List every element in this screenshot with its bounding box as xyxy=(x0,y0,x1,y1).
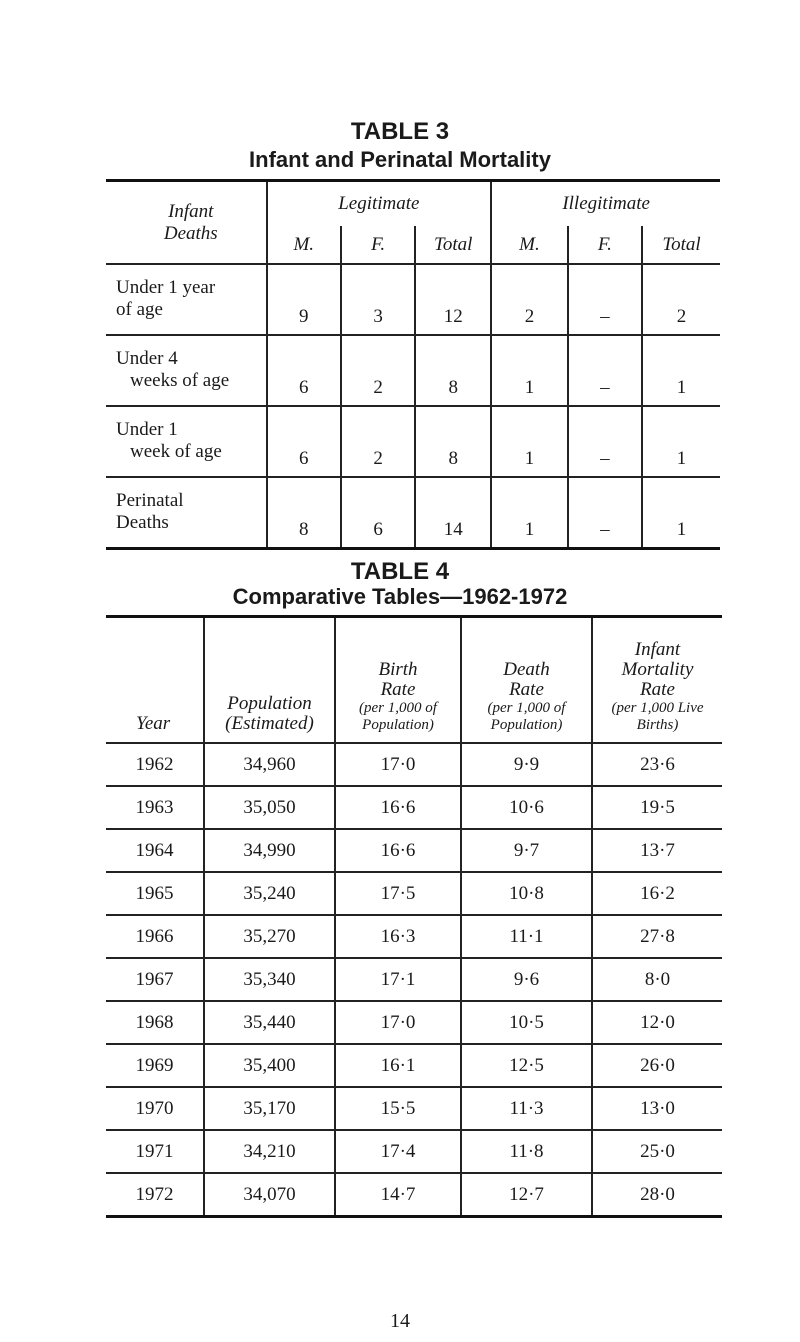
cell-death: 9·7 xyxy=(461,829,592,872)
cell-population: 35,270 xyxy=(204,915,335,958)
header-infant-line2: Mortality xyxy=(621,659,694,680)
cell-year: 1965 xyxy=(106,872,204,915)
cell: 8 xyxy=(267,477,341,549)
subheader-m: M. xyxy=(267,226,341,264)
header-death-rate xyxy=(461,617,592,744)
cell-population: 34,960 xyxy=(204,743,335,786)
table3-title: TABLE 3 xyxy=(350,118,450,145)
cell-year: 1970 xyxy=(106,1087,204,1130)
cell-year: 1971 xyxy=(106,1130,204,1173)
header-infant-line4: (per 1,000 Live xyxy=(611,700,704,716)
cell-year: 1964 xyxy=(106,829,204,872)
table4-subtitle: Comparative Tables—1962-1972 xyxy=(232,584,568,609)
table-row xyxy=(106,829,722,872)
cell-birth: 17·4 xyxy=(335,1130,461,1173)
cell-year: 1972 xyxy=(106,1173,204,1217)
cell-year: 1968 xyxy=(106,1001,204,1044)
cell-death: 10·5 xyxy=(461,1001,592,1044)
table-row xyxy=(106,786,722,829)
cell-infant: 13·0 xyxy=(592,1087,722,1130)
table-row xyxy=(106,1173,722,1217)
cell: 2 xyxy=(642,264,720,335)
cell-infant: 13·7 xyxy=(592,829,722,872)
header-birth-line2: Rate xyxy=(380,679,416,700)
cell-population: 35,170 xyxy=(204,1087,335,1130)
cell-infant: 16·2 xyxy=(592,872,722,915)
cell-infant: 26·0 xyxy=(592,1044,722,1087)
cell: – xyxy=(568,406,642,477)
cell: 6 xyxy=(341,477,415,549)
row-label xyxy=(106,335,267,406)
header-infant-line3: Rate xyxy=(640,679,675,700)
cell-infant: 27·8 xyxy=(592,915,722,958)
row-label-line1: Under 4 xyxy=(116,347,178,369)
table-row xyxy=(106,264,720,335)
table3-row-header xyxy=(106,181,267,265)
cell-death: 11·3 xyxy=(461,1087,592,1130)
cell-population: 35,440 xyxy=(204,1001,335,1044)
cell: – xyxy=(568,264,642,335)
table-row xyxy=(106,1001,722,1044)
row-label xyxy=(106,406,267,477)
cell: 1 xyxy=(642,406,720,477)
subheader-total: Total xyxy=(415,226,491,264)
cell-birth: 17·5 xyxy=(335,872,461,915)
cell-infant: 25·0 xyxy=(592,1130,722,1173)
header-death-line4: Population) xyxy=(490,717,563,733)
row-label xyxy=(106,264,267,335)
header-death-line1: Death xyxy=(503,659,550,680)
table3-subtitle: Infant and Perinatal Mortality xyxy=(249,147,551,172)
table-row xyxy=(106,1044,722,1087)
header-year: Year xyxy=(136,713,171,734)
row-label xyxy=(106,477,267,549)
page-number: 14 xyxy=(390,1310,410,1332)
cell-death: 10·8 xyxy=(461,872,592,915)
cell-birth: 17·0 xyxy=(335,743,461,786)
table3 xyxy=(106,179,720,550)
cell: 8 xyxy=(415,406,491,477)
cell: 3 xyxy=(341,264,415,335)
cell-birth: 16·6 xyxy=(335,786,461,829)
cell-infant: 23·6 xyxy=(592,743,722,786)
subheader-total: Total xyxy=(642,226,720,264)
table-row xyxy=(106,872,722,915)
row-label-line2: week of age xyxy=(130,440,222,462)
cell-year: 1967 xyxy=(106,958,204,1001)
cell-population: 35,240 xyxy=(204,872,335,915)
cell-infant: 19·5 xyxy=(592,786,722,829)
header-death-line2: Rate xyxy=(509,679,544,700)
header-infant-line5: Births) xyxy=(636,717,679,733)
cell: 1 xyxy=(642,477,720,549)
subheader-m: M. xyxy=(491,226,567,264)
table-row xyxy=(106,477,720,549)
cell-year: 1963 xyxy=(106,786,204,829)
header-infant-mortality xyxy=(592,617,722,744)
cell: 6 xyxy=(267,335,341,406)
group-legitimate: Legitimate xyxy=(267,181,492,227)
cell-birth: 15·5 xyxy=(335,1087,461,1130)
cell: 2 xyxy=(341,335,415,406)
row-header-line1: Infant xyxy=(168,200,214,222)
cell: 12 xyxy=(415,264,491,335)
cell-year: 1962 xyxy=(106,743,204,786)
table-row xyxy=(106,406,720,477)
cell: – xyxy=(568,335,642,406)
cell: – xyxy=(568,477,642,549)
cell: 2 xyxy=(491,264,567,335)
table-row xyxy=(106,958,722,1001)
cell: 9 xyxy=(267,264,341,335)
row-label-line2: Deaths xyxy=(116,511,169,533)
cell-death: 11·1 xyxy=(461,915,592,958)
cell: 6 xyxy=(267,406,341,477)
cell-death: 10·6 xyxy=(461,786,592,829)
subheader-f: F. xyxy=(568,226,642,264)
header-birth-line4: Population) xyxy=(362,717,434,733)
group-illegitimate: Illegitimate xyxy=(491,181,720,227)
header-infant-line1: Infant xyxy=(634,639,681,660)
table4-title: TABLE 4 xyxy=(350,558,450,585)
cell-birth: 17·0 xyxy=(335,1001,461,1044)
row-label-line1: Perinatal xyxy=(116,489,184,511)
cell-population: 34,210 xyxy=(204,1130,335,1173)
header-birth-line3: (per 1,000 of xyxy=(359,700,437,716)
cell: 1 xyxy=(491,335,567,406)
table4-header-row xyxy=(106,617,722,744)
cell: 14 xyxy=(415,477,491,549)
cell: 1 xyxy=(491,406,567,477)
cell-population: 34,070 xyxy=(204,1173,335,1217)
cell-population: 35,340 xyxy=(204,958,335,1001)
cell-death: 11·8 xyxy=(461,1130,592,1173)
subheader-f: F. xyxy=(341,226,415,264)
cell-infant: 28·0 xyxy=(592,1173,722,1217)
table-row xyxy=(106,915,722,958)
cell-birth: 16·3 xyxy=(335,915,461,958)
cell: 8 xyxy=(415,335,491,406)
cell-population: 35,050 xyxy=(204,786,335,829)
header-population-line2: (Estimated) xyxy=(225,713,314,734)
cell-death: 9·9 xyxy=(461,743,592,786)
cell-death: 12·5 xyxy=(461,1044,592,1087)
cell: 1 xyxy=(642,335,720,406)
cell-birth: 16·1 xyxy=(335,1044,461,1087)
cell-birth: 17·1 xyxy=(335,958,461,1001)
cell-population: 34,990 xyxy=(204,829,335,872)
header-birth-rate xyxy=(335,617,461,744)
cell-infant: 8·0 xyxy=(592,958,722,1001)
cell-death: 12·7 xyxy=(461,1173,592,1217)
cell-birth: 14·7 xyxy=(335,1173,461,1217)
cell-year: 1969 xyxy=(106,1044,204,1087)
table-row xyxy=(106,1087,722,1130)
header-death-line3: (per 1,000 of xyxy=(487,700,566,716)
cell-death: 9·6 xyxy=(461,958,592,1001)
header-population xyxy=(204,617,335,744)
cell: 2 xyxy=(341,406,415,477)
cell: 1 xyxy=(491,477,567,549)
row-label-line1: Under 1 year xyxy=(116,276,216,298)
table-row xyxy=(106,335,720,406)
cell-infant: 12·0 xyxy=(592,1001,722,1044)
cell-year: 1966 xyxy=(106,915,204,958)
table-row xyxy=(106,1130,722,1173)
row-label-line2: of age xyxy=(116,298,163,320)
row-label-line1: Under 1 xyxy=(116,418,178,440)
table-row xyxy=(106,743,722,786)
row-label-line2: weeks of age xyxy=(130,369,230,391)
table4 xyxy=(106,615,722,1218)
row-header-line2: Deaths xyxy=(163,222,218,244)
header-population-line1: Population xyxy=(227,693,312,714)
header-birth-line1: Birth xyxy=(378,659,418,680)
cell-population: 35,400 xyxy=(204,1044,335,1087)
cell-birth: 16·6 xyxy=(335,829,461,872)
